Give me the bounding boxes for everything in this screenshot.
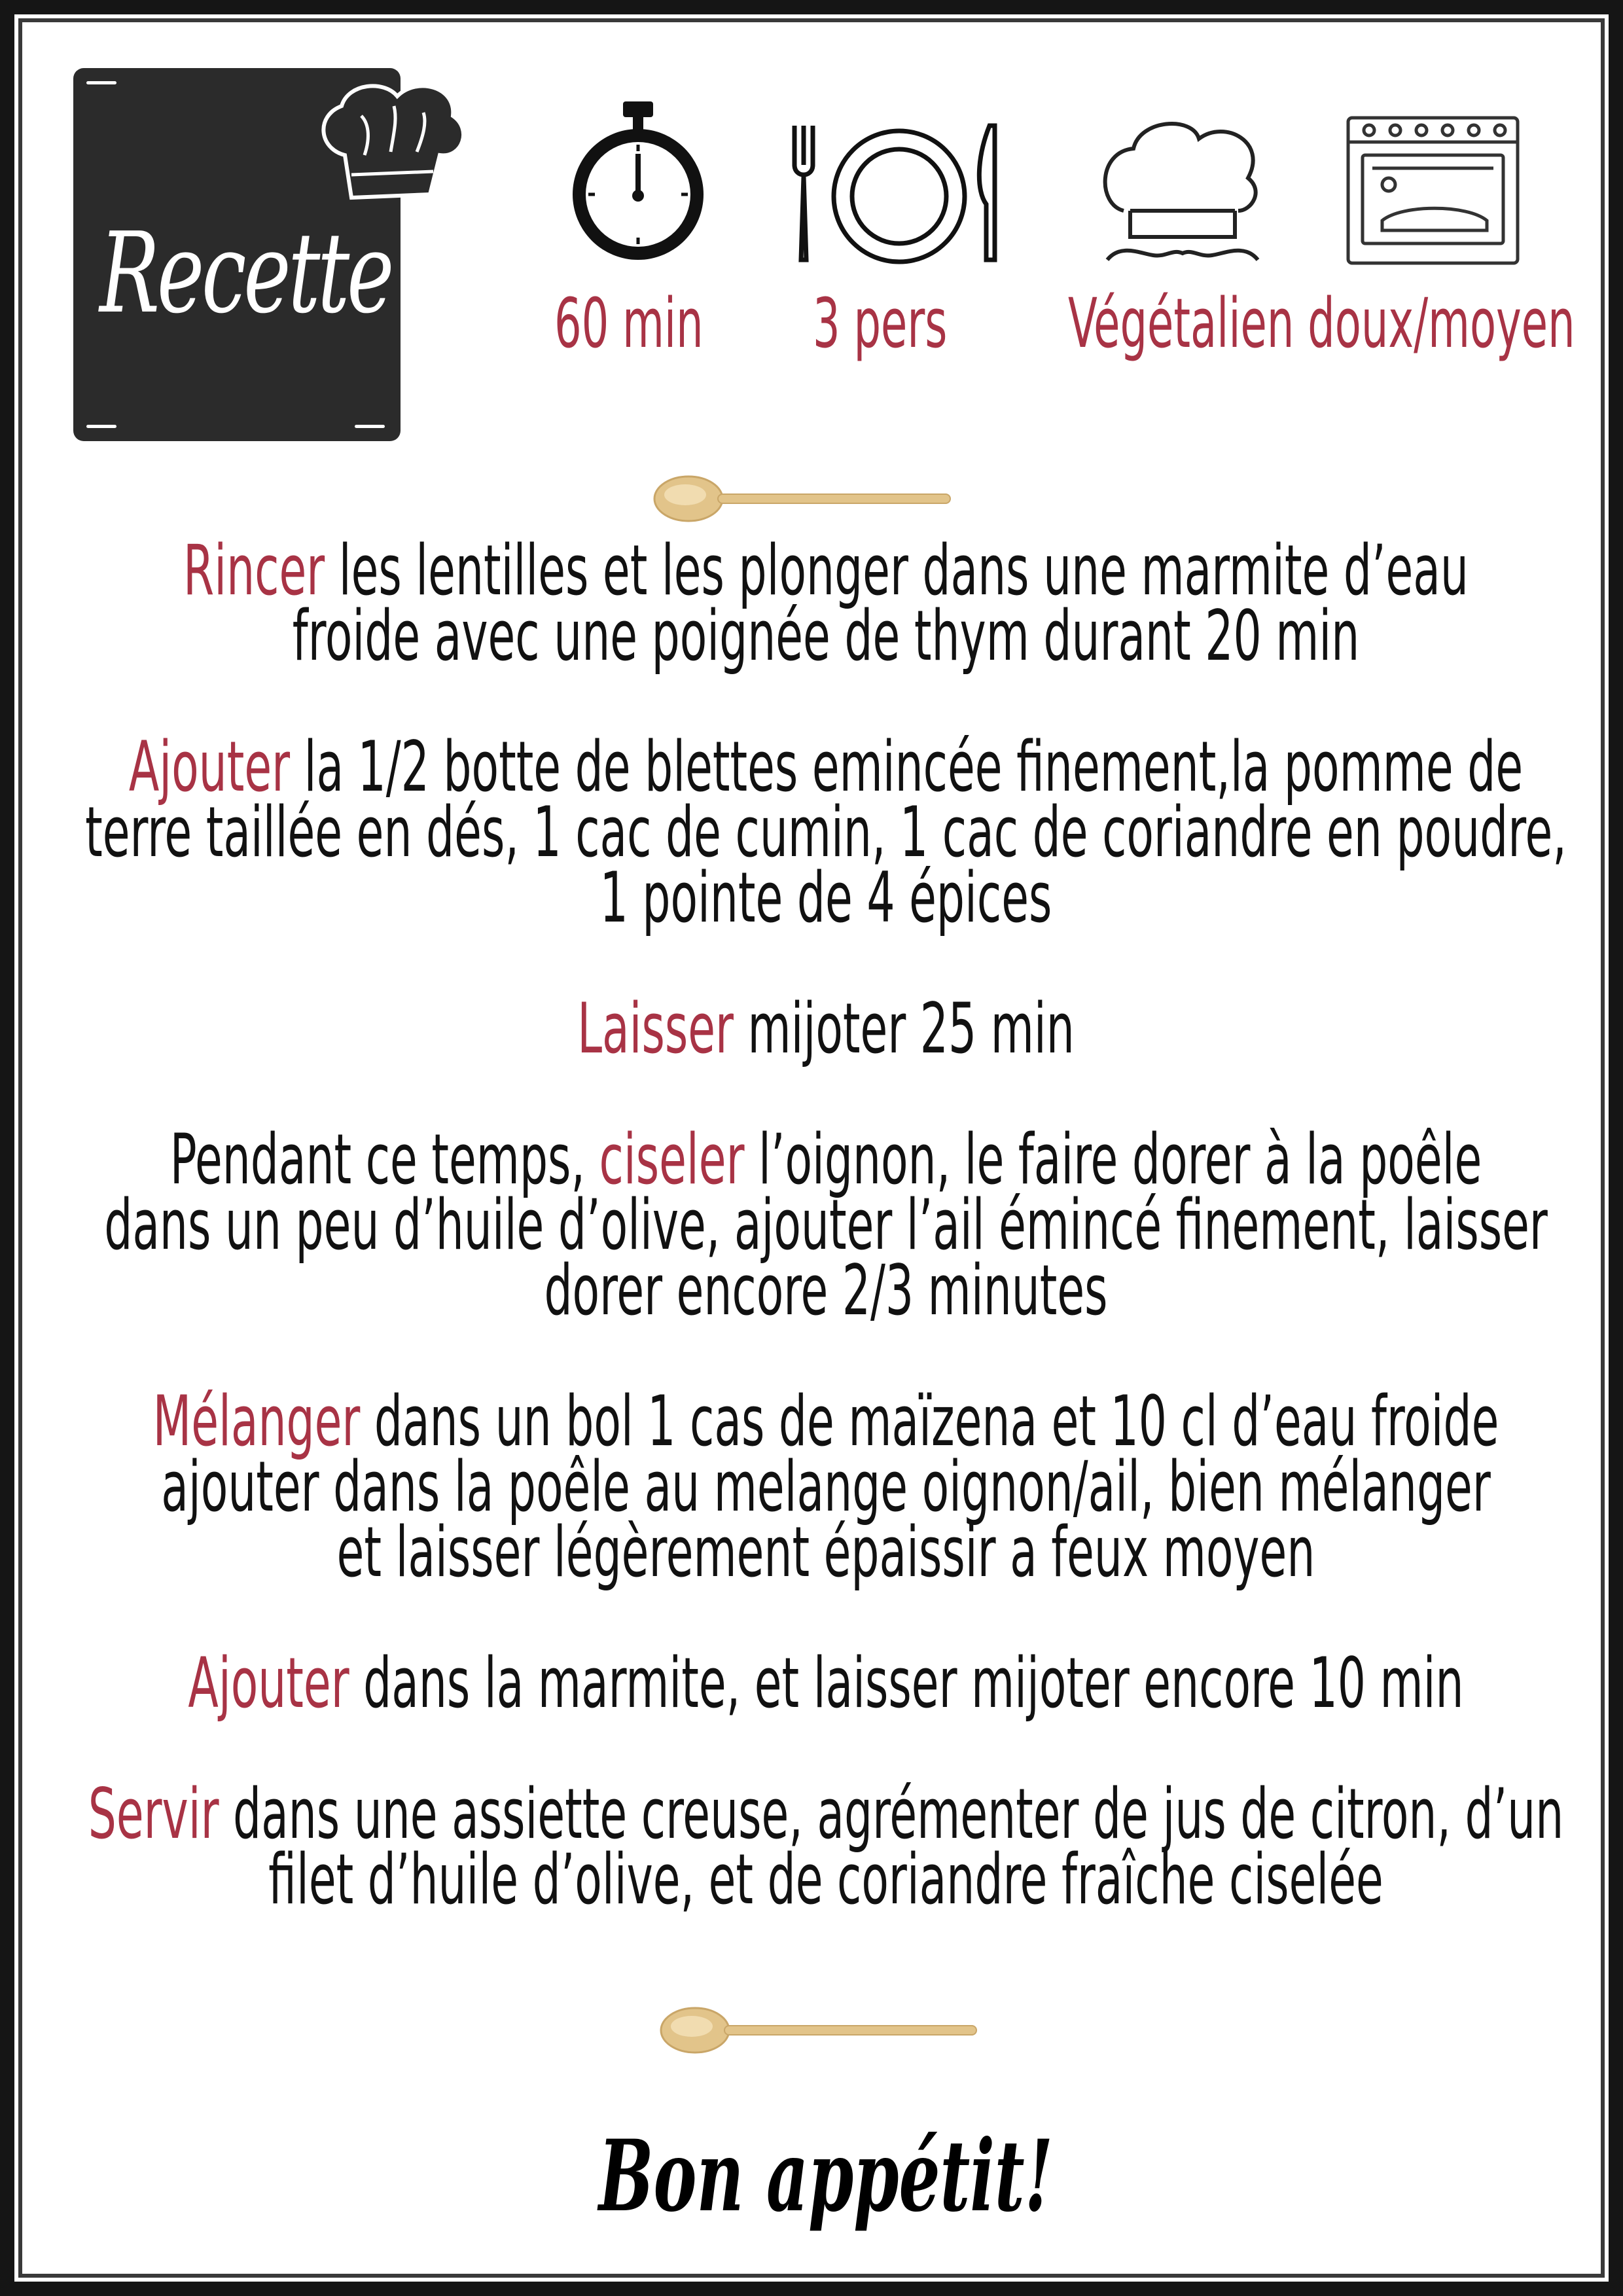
diet-difficulty: Végétalien doux/moyen: [1068, 283, 1575, 363]
badge-title: Recette: [99, 209, 392, 338]
step-verb: Ajouter: [128, 726, 291, 807]
step-verb: Laisser: [577, 988, 734, 1069]
step-text: mijoter 25 min: [733, 988, 1075, 1069]
step: [41, 988, 1611, 1069]
wooden-spoon-icon: [659, 2004, 980, 2056]
oven-icon: [1343, 113, 1523, 270]
recipe-steps: [41, 530, 1611, 1978]
step-text: la 1/2 botte de blettes emincée finement,la pomme de: [290, 726, 1524, 807]
step-text: dans un peu d’huile d’olive, ajouter l’ail émincé finement, laisser: [104, 1185, 1548, 1265]
cook-time: 60 min: [554, 283, 704, 363]
step-text: les lentilles et les plonger dans une marmite d’eau: [325, 530, 1469, 611]
servings: 3 pers: [813, 283, 948, 363]
step-verb: Ajouter: [188, 1643, 349, 1723]
step-text: dans la marmite, et laisser mijoter encore 10 min: [349, 1643, 1464, 1723]
step-text: ajouter dans la poêle au melange oignon/ail, bien mélanger: [161, 1446, 1491, 1527]
step-verb: ciseler: [599, 1119, 745, 1200]
step-verb: Mélanger: [152, 1381, 361, 1462]
step-verb: Rincer: [183, 530, 325, 611]
place-setting-icon: [787, 119, 1009, 270]
step-text: 1 pointe de 4 épices: [599, 857, 1052, 938]
step: [41, 1774, 1611, 1920]
badge-corner-mark: [86, 81, 116, 84]
step: [41, 530, 1611, 676]
step-verb: Servir: [88, 1774, 219, 1854]
step-text: dans une assiette creuse, agrémenter de jus de citron, d’un: [219, 1774, 1564, 1854]
step-text: Pendant ce temps,: [169, 1119, 599, 1200]
chef-hat-icon: [1094, 113, 1271, 270]
step: [41, 1643, 1611, 1723]
step-text: filet d’huile d’olive, et de coriandre fraîche ciselée: [268, 1839, 1383, 1920]
stopwatch-icon: [558, 96, 718, 266]
step: [41, 1381, 1611, 1592]
step: [41, 726, 1611, 938]
step-text: terre taillée en dés, 1 cac de cumin, 1 cac de coriandre en poudre,: [85, 792, 1567, 872]
chef-hat-icon: [312, 77, 476, 214]
step-text: froide avec une poignée de thym durant 20 min: [292, 596, 1360, 676]
step-text: l’oignon, le faire dorer à la poêle: [744, 1119, 1482, 1200]
wooden-spoon-icon: [652, 473, 954, 525]
step: [41, 1119, 1611, 1331]
step-text: dans un bol 1 cas de maïzena et 10 cl d’eau froide: [360, 1381, 1499, 1462]
badge-corner-mark: [86, 425, 116, 428]
step-text: dorer encore 2/3 minutes: [544, 1250, 1108, 1331]
closing-text: Bon appétit!: [598, 2119, 1054, 2234]
closing-message: [14, 2119, 1623, 2234]
step-text: et laisser légèrement épaissir a feux moyen: [336, 1512, 1315, 1592]
badge-corner-mark: [355, 425, 385, 428]
